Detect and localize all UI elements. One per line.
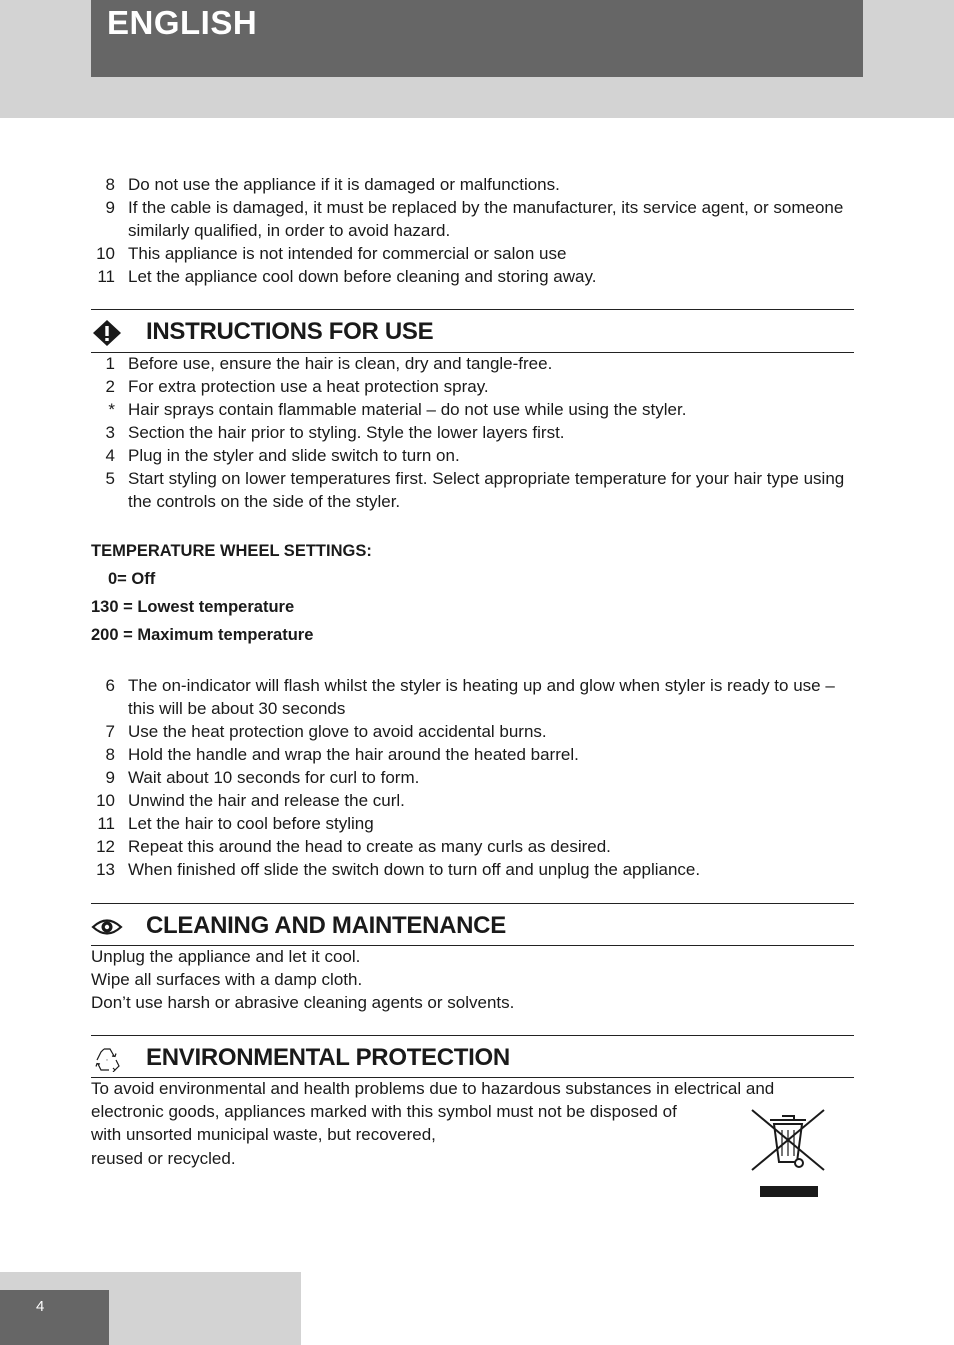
item-number: 2 — [105, 377, 115, 396]
item-text: Hair sprays contain flammable material – do not use while using the styler. — [128, 400, 687, 419]
item-text: This appliance is not intended for commercial or salon use — [128, 244, 567, 263]
item-number: 3 — [105, 423, 115, 442]
list-item — [91, 720, 851, 743]
item-text: For extra protection use a heat protection spray. — [128, 377, 489, 396]
list-item — [91, 398, 851, 421]
list-item — [91, 789, 851, 812]
item-number: 8 — [105, 745, 115, 764]
list-item — [91, 766, 851, 789]
cleaning-text — [91, 945, 851, 1014]
list-item — [91, 835, 851, 858]
temperature-maximum: 200 = Maximum temperature — [91, 626, 314, 644]
item-number: 9 — [105, 198, 115, 217]
instructions-steps — [91, 352, 851, 513]
item-number: 8 — [105, 175, 115, 194]
item-number: 1 — [105, 354, 115, 373]
item-text: Hold the handle and wrap the hair around the heated barrel. — [128, 745, 579, 764]
list-item — [91, 467, 851, 513]
list-item — [91, 375, 851, 398]
list-item — [91, 242, 851, 265]
list-item — [91, 812, 851, 835]
environment-line: reused or recycled. — [91, 1149, 236, 1168]
environment-header — [91, 1042, 854, 1072]
section-divider — [91, 309, 854, 310]
item-number: 7 — [105, 722, 115, 741]
item-number: 12 — [96, 837, 115, 856]
cleaning-line: Don’t use harsh or abrasive cleaning agents or solvents. — [91, 993, 515, 1012]
item-number: 11 — [97, 814, 115, 833]
item-text: Start styling on lower temperatures first. Select appropriate temperature for your hair type using the controls on the side of the styler. — [128, 469, 845, 511]
cleaning-line: Wipe all surfaces with a damp cloth. — [91, 970, 363, 989]
crossed-out-bin-icon — [750, 1106, 826, 1198]
page-number-box — [0, 1290, 109, 1345]
list-item — [91, 173, 851, 196]
item-number: 6 — [105, 676, 115, 695]
cleaning-line: Unplug the appliance and let it cool. — [91, 947, 361, 966]
item-text: Section the hair prior to styling. Style the lower layers first. — [128, 423, 565, 442]
item-number: 4 — [105, 446, 115, 465]
item-number: 10 — [96, 244, 115, 263]
instructions-header — [91, 316, 854, 346]
item-number: 13 — [96, 860, 115, 879]
item-text: Let the appliance cool down before cleaning and storing away. — [128, 267, 597, 286]
item-text: Unwind the hair and release the curl. — [128, 791, 405, 810]
language-title: ENGLISH — [107, 4, 258, 41]
environment-text — [91, 1077, 851, 1170]
safety-list — [91, 173, 851, 288]
item-number: * — [108, 400, 115, 419]
item-number: 10 — [96, 791, 115, 810]
temperature-off: 0= Off — [108, 570, 156, 588]
list-item — [91, 265, 851, 288]
item-text: Let the hair to cool before styling — [128, 814, 374, 833]
eye-icon — [91, 914, 123, 940]
list-item — [91, 674, 851, 720]
item-text: If the cable is damaged, it must be replaced by the manufacturer, its service agent, or someone similarly qualified, in order to avoid hazard. — [128, 198, 844, 240]
item-text: Do not use the appliance if it is damaged or malfunctions. — [128, 175, 560, 194]
language-bar — [91, 0, 863, 77]
list-item — [91, 444, 851, 467]
item-text: Repeat this around the head to create as many curls as desired. — [128, 837, 611, 856]
item-number: 9 — [105, 768, 115, 787]
list-item — [91, 196, 851, 242]
page-number: 4 — [36, 1298, 45, 1315]
environment-line: electronic goods, appliances marked with this symbol must not be disposed of — [91, 1102, 677, 1121]
temperature-heading: TEMPERATURE WHEEL SETTINGS: — [91, 542, 372, 560]
item-text: When finished off slide the switch down to turn off and unplug the appliance. — [128, 860, 701, 879]
section-title: CLEANING AND MAINTENANCE — [146, 912, 506, 939]
environment-line: To avoid environmental and health problems due to hazardous substances in electrical and — [91, 1079, 775, 1098]
item-text: Plug in the styler and slide switch to turn on. — [128, 446, 460, 465]
item-number: 5 — [105, 469, 115, 488]
item-number: 11 — [97, 267, 115, 286]
instructions-steps-continued — [91, 674, 851, 881]
item-text: The on-indicator will flash whilst the styler is heating up and glow when styler is ready to use – this will be about 30 seconds — [128, 676, 835, 718]
warning-diamond-icon — [91, 320, 123, 346]
item-text: Use the heat protection glove to avoid accidental burns. — [128, 722, 547, 741]
item-text: Wait about 10 seconds for curl to form. — [128, 768, 420, 787]
recycle-icon — [91, 1046, 123, 1072]
section-title: ENVIRONMENTAL PROTECTION — [146, 1044, 510, 1071]
cleaning-header — [91, 910, 854, 940]
list-item — [91, 352, 851, 375]
item-text: Before use, ensure the hair is clean, dry and tangle-free. — [128, 354, 553, 373]
section-divider — [91, 1035, 854, 1036]
list-item — [91, 743, 851, 766]
list-item — [91, 858, 851, 881]
section-title: INSTRUCTIONS FOR USE — [146, 318, 434, 345]
temperature-lowest: 130 = Lowest temperature — [91, 598, 295, 616]
environment-line: with unsorted municipal waste, but recovered, — [91, 1125, 436, 1144]
list-item — [91, 421, 851, 444]
section-divider — [91, 903, 854, 904]
